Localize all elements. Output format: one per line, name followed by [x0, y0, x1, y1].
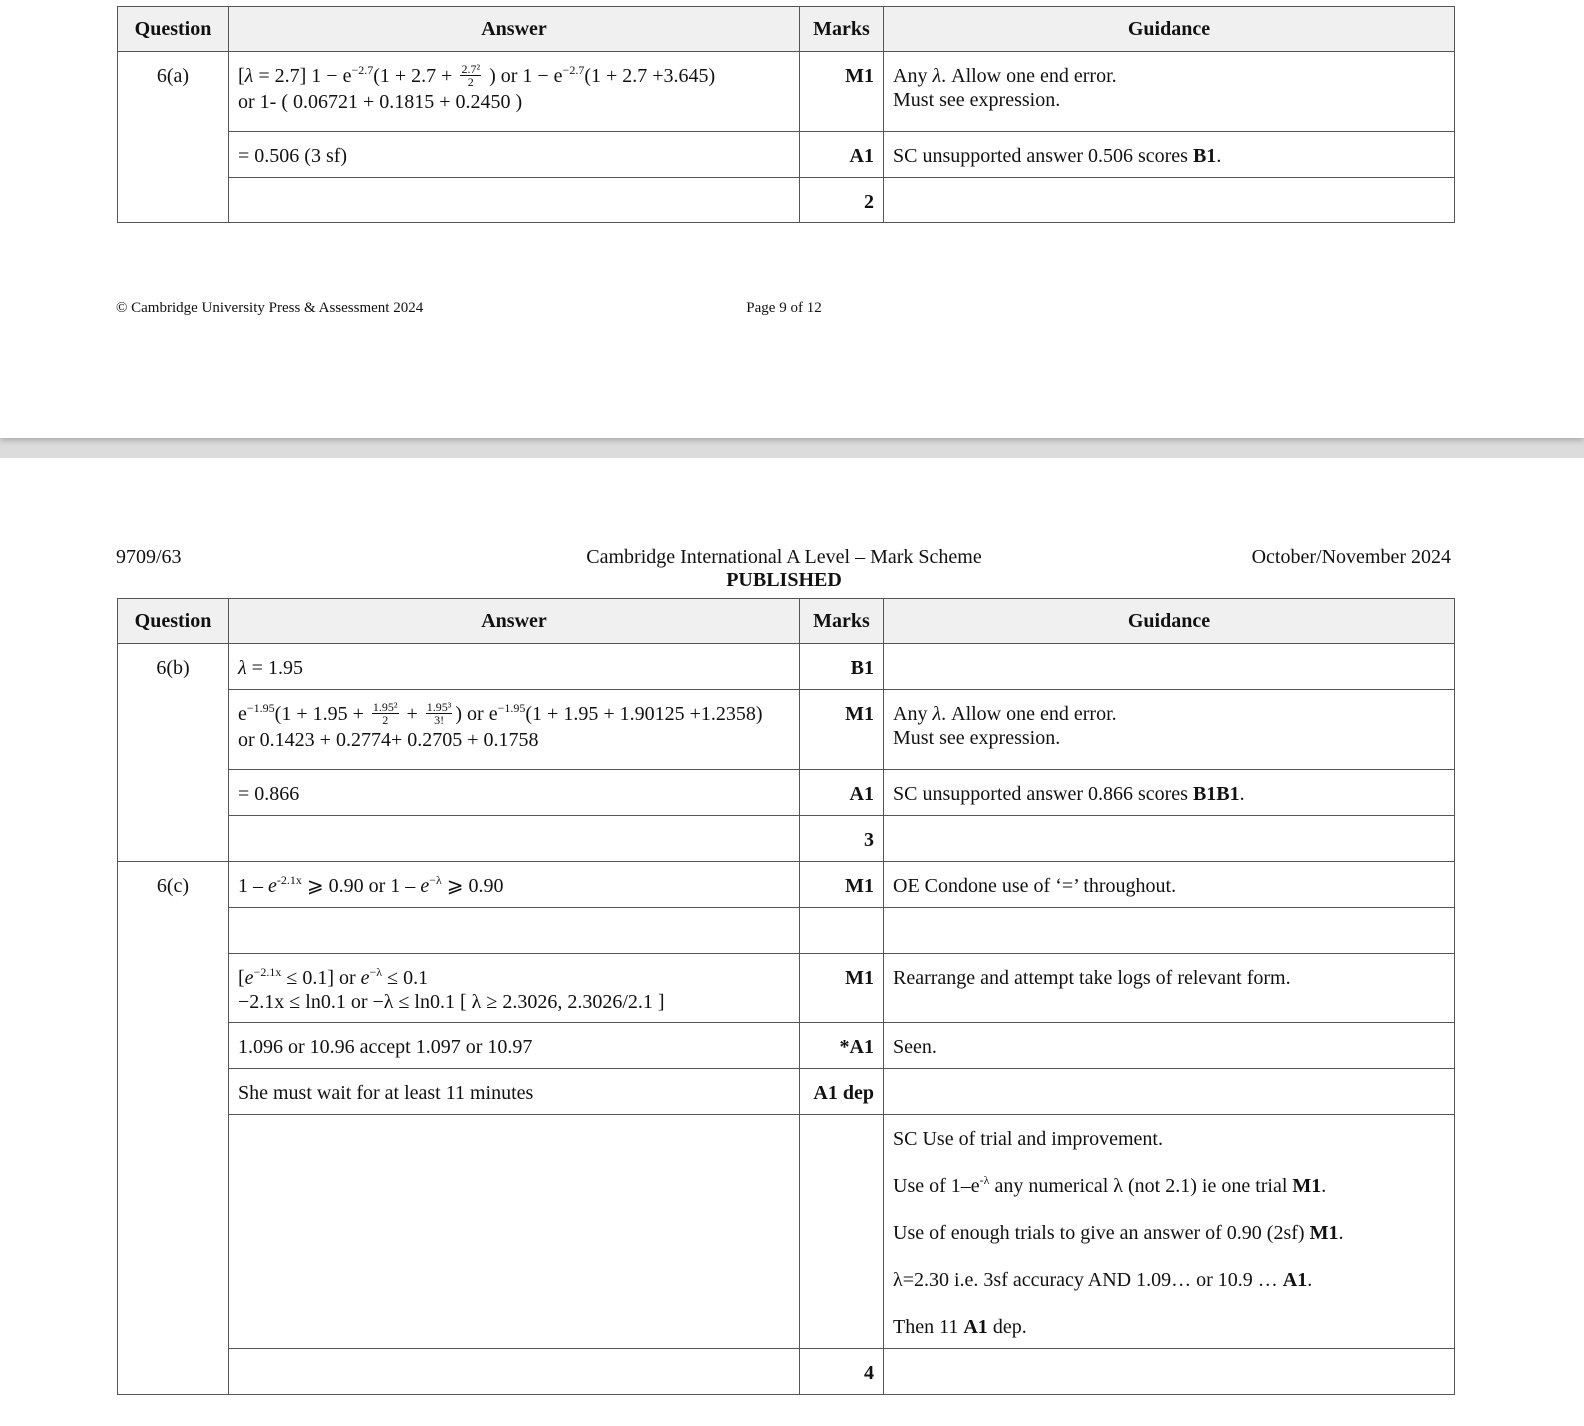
total-mark: 4 — [800, 1349, 884, 1395]
total-mark: 3 — [800, 816, 884, 862]
answer-cell: $e^{-1.95}(1 + 1.95$ + $\frac{\text{1.95²}}{2}$ + $\frac{\text{1.95³}}{3!}$ ) or $e^{-1.95}(1 + 1.95 + 1.90125 +1.2358)$ or 0.1423 + 0.2774+ 0.2705 + 0.1758 — [229, 690, 800, 770]
answer-cell: $1 - e^{-2.1x}$ ⩾ 0.90 or $1 - e^{-\lambda}$ ⩾ 0.90 — [229, 862, 800, 908]
answer-cell: = 0.506 (3 sf) — [229, 132, 800, 178]
answer-cell — [229, 908, 800, 954]
col-marks: Marks — [800, 599, 884, 644]
guidance-cell — [884, 1069, 1455, 1115]
col-question: Question — [118, 7, 229, 52]
answer-cell: $[e^{-2.1x} \le 0.1]$ or $e^{-\lambda} \le 0.1$ −2.1x ≤ ln0.1 or −λ ≤ ln0.1 [ λ ≥ 2.3026, 2.3026/2.1 ] — [229, 954, 800, 1023]
question-label: 6(c) — [118, 862, 229, 1395]
mark-scheme-table-6a — [117, 6, 1455, 223]
mark-cell: B1 — [800, 644, 884, 690]
table-row — [118, 954, 1455, 1023]
copyright-footer: © Cambridge University Press & Assessment 2024 — [116, 300, 424, 316]
guidance-cell: Any λ. Allow one end error. Must see expression. — [884, 690, 1455, 770]
table-row — [118, 770, 1455, 816]
guidance-cell — [884, 178, 1455, 223]
table-header-row — [118, 599, 1455, 644]
mark-cell: A1 dep — [800, 1069, 884, 1115]
guidance-cell — [884, 908, 1455, 954]
answer-cell: λ = 1.95 — [229, 644, 800, 690]
mark-cell: *A1 — [800, 1023, 884, 1069]
question-label: 6(a) — [118, 52, 229, 223]
sc-note-line: λ=2.30 i.e. 3sf accuracy AND 1.09… or 10.9 … A1. — [893, 1269, 1313, 1291]
sc-note-line: Then 11 A1 dep. — [893, 1316, 1027, 1338]
fraction: $\frac{\text{1.95²}}{2}$ — [372, 699, 398, 727]
table-row — [118, 1349, 1455, 1395]
guidance-cell: SC unsupported answer 0.866 scores B1B1. — [884, 770, 1455, 816]
answer-cell: She must wait for at least 11 minutes — [229, 1069, 800, 1115]
published-label: PUBLISHED — [726, 569, 842, 591]
guidance-cell — [884, 1349, 1455, 1395]
col-guidance: Guidance — [884, 7, 1455, 52]
answer-cell: 1.096 or 10.96 accept 1.097 or 10.97 — [229, 1023, 800, 1069]
table-header-row — [118, 7, 1455, 52]
table-row — [118, 1023, 1455, 1069]
fraction: $\frac{\text{1.95³}}{3!}$ — [426, 699, 452, 727]
table-row — [118, 908, 1455, 954]
answer-cell: = 0.866 — [229, 770, 800, 816]
mark-scheme-table-6bc — [117, 598, 1455, 1395]
table-row — [118, 690, 1455, 770]
mark-cell: M1 — [800, 954, 884, 1023]
table-row — [118, 132, 1455, 178]
paper-code: 9709/63 — [116, 546, 182, 568]
guidance-cell: Seen. — [884, 1023, 1455, 1069]
answer-cell: [λ = 2.7] $1 - e^{-2.7}(1 + 2.7$ + $\frac{\text{2.7²}}{2}$ ) or $1 - e^{-2.7}(1 + 2.7 +3.645)$ or 1- ( 0.06721 + 0.1815 + 0.2450 ) — [229, 52, 800, 132]
mark-cell: M1 — [800, 52, 884, 132]
table-row — [118, 862, 1455, 908]
table-row — [118, 816, 1455, 862]
guidance-cell: SC unsupported answer 0.506 scores B1. — [884, 132, 1455, 178]
sc-note-line: Use of enough trials to give an answer of 0.90 (2sf) M1. — [893, 1222, 1344, 1244]
question-label: 6(b) — [118, 644, 229, 862]
page-9 — [0, 0, 1584, 438]
fraction: $\frac{\text{2.7²}}{2}$ — [461, 61, 481, 89]
col-answer: Answer — [229, 7, 800, 52]
sc-note-line: Use of $1-e^{-\lambda}$ any numerical λ (not 2.1) ie one trial M1. — [893, 1173, 1327, 1197]
mark-cell: M1 — [800, 690, 884, 770]
col-question: Question — [118, 599, 229, 644]
title-text: Cambridge International A Level – Mark Scheme — [586, 546, 982, 568]
table-row — [118, 178, 1455, 223]
table-row — [118, 1069, 1455, 1115]
answer-cell — [229, 816, 800, 862]
col-marks: Marks — [800, 7, 884, 52]
sc-note-line: SC Use of trial and improvement. — [893, 1128, 1163, 1150]
table-row — [118, 52, 1455, 132]
mark-cell: A1 — [800, 132, 884, 178]
guidance-cell — [884, 644, 1455, 690]
answer-cell — [229, 1349, 800, 1395]
guidance-cell: OE Condone use of ‘=’ throughout. — [884, 862, 1455, 908]
mark-cell: M1 — [800, 862, 884, 908]
guidance-cell: Rearrange and attempt take logs of relevant form. — [884, 954, 1455, 1023]
answer-cell — [229, 1115, 800, 1349]
table-row — [118, 644, 1455, 690]
page-number: Page 9 of 12 — [746, 300, 822, 316]
mark-cell: A1 — [800, 770, 884, 816]
mark-cell — [800, 1115, 884, 1349]
total-mark: 2 — [800, 178, 884, 223]
col-guidance: Guidance — [884, 599, 1455, 644]
guidance-cell — [884, 1115, 1455, 1349]
col-answer: Answer — [229, 599, 800, 644]
mark-cell — [800, 908, 884, 954]
guidance-cell: Any λ. Allow one end error. Must see expression. — [884, 52, 1455, 132]
exam-session: October/November 2024 — [1251, 546, 1451, 568]
table-row — [118, 1115, 1455, 1349]
guidance-cell — [884, 816, 1455, 862]
page-10 — [0, 458, 1584, 1426]
answer-cell — [229, 178, 800, 223]
